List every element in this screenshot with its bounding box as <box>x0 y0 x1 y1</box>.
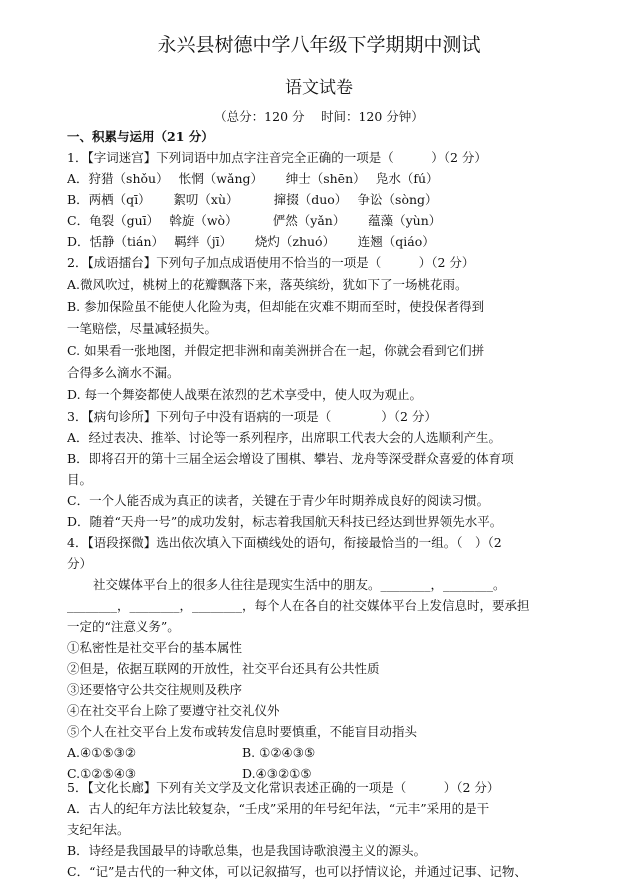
q4-sentence-4: ④在社交平台上除了要遵守社交礼仪外 <box>67 703 280 718</box>
q2-option-c-cont: 合得多么滴水不漏。 <box>67 365 180 380</box>
q1-option-c: C．龟裂（guī） 斡旋（wò） 俨然（yǎn） 蕴藻（yùn） <box>67 213 442 228</box>
q3-stem: 3．【病句诊所】下列句子中没有语病的一项是（ ）（2 分） <box>67 409 437 424</box>
q5-option-a-cont: 支纪年法。 <box>67 822 130 837</box>
q3-option-b-cont: 目。 <box>67 472 93 487</box>
q4-sentence-2: ②但是，依据互联网的开放性，社交平台还具有公共性质 <box>67 661 380 676</box>
q4-stem-cont: 分） <box>67 556 93 571</box>
q3-option-c: C．一个人能否成为真正的读者，关键在于青少年时期养成良好的阅读习惯。 <box>67 493 490 508</box>
q3-option-d: D．随着“天舟一号”的成功发射，标志着我国航天科技已经达到世界领先水平。 <box>67 514 503 529</box>
q3-option-b: B．即将召开的第十三届全运会增设了围棋、攀岩、龙舟等深受群众喜爱的体育项 <box>67 451 514 466</box>
q2-option-a: A.微风吹过，桃树上的花瓣飘落下来，落英缤纷，犹如下了一场桃花雨。 <box>67 277 468 292</box>
q4-passage-cont: ________，________，________，每个人在各自的社交媒体平台上发信息时，要承担 <box>67 598 530 613</box>
exam-title: 永兴县树德中学八年级下学期期中测试 <box>157 34 481 56</box>
q4-choice-a: A.④①⑤③② <box>67 745 137 760</box>
q4-sentence-1: ①私密性是社交平台的基本属性 <box>67 640 243 655</box>
q5-option-a: A．古人的纪年方法比较复杂，“壬戌”采用的年号纪年法，“元丰”采用的是干 <box>67 801 490 816</box>
q4-passage-end: 一定的“注意义务”。 <box>67 619 180 634</box>
q1-option-b: B．两栖（qī） 絮叨（xù） 撺掇（duo） 争讼（sòng） <box>67 192 438 207</box>
q5-stem: 5．【文化长廊】下列有关文学及文化常识表述正确的一项是（ ）（2 分） <box>67 780 500 795</box>
q4-choice-b: B. ①②④③⑤ <box>242 745 316 760</box>
q4-stem: 4．【语段探微】选出依次填入下面横线处的语句，衔接最恰当的一组。（ ）（2 <box>67 535 502 550</box>
q5-option-c: C．“记”是古代的一种文体，可以记叙描写，也可以抒情议论，并通过记事、记物、 <box>67 864 527 879</box>
q5-option-b: B．诗经是我国最早的诗歌总集，也是我国诗歌浪漫主义的源头。 <box>67 843 427 858</box>
q1-stem: 1．【字词迷宫】下列词语中加点字注音完全正确的一项是（ ）（2 分） <box>67 150 487 165</box>
q1-option-a: A．狩猎（shǒu） 怅惘（wǎng） 绅士（shēn） 凫水（fú） <box>67 171 439 186</box>
q4-passage: 社交媒体平台上的很多人往往是现实生活中的朋友。________，________。 <box>93 577 506 592</box>
exam-meta: （总分：120 分 时间：120 分钟） <box>214 109 424 124</box>
q4-choice-d: D.④③②①⑤ <box>242 766 312 781</box>
q4-sentence-5: ⑤个人在社交平台上发布或转发信息时要慎重，不能盲目动指头 <box>67 724 418 739</box>
q2-option-d: D. 每一个舞姿都使人战栗在浓烈的艺术享受中，使人叹为观止。 <box>67 387 423 402</box>
q2-option-c: C. 如果看一张地图，并假定把非洲和南美洲拼合在一起，你就会看到它们拼 <box>67 343 485 358</box>
q1-option-d: D．恬静（tián） 羁绊（jī） 烧灼（zhuó） 连翘（qiáo） <box>67 234 435 249</box>
q2-stem: 2．【成语擂台】下列句子加点成语使用不恰当的一项是（ ）（2 分） <box>67 255 475 270</box>
q4-choice-c: C.①②⑤④③ <box>67 766 137 781</box>
q4-choice-row-1 <box>67 743 587 763</box>
q2-option-b: B. 参加保险虽不能使人化险为夷，但却能在灾难不期而至时，使投保者得到 <box>67 299 485 314</box>
section-heading: 一、积累与运用（21 分） <box>67 129 214 144</box>
exam-subtitle: 语文试卷 <box>285 78 353 98</box>
q2-option-b-cont: 一笔赔偿，尽量减轻损失。 <box>67 321 218 336</box>
q3-option-a: A．经过表决、推举、讨论等一系列程序，出席职工代表大会的人选顺利产生。 <box>67 430 502 445</box>
q4-sentence-3: ③还要恪守公共交往规则及秩序 <box>67 682 243 697</box>
